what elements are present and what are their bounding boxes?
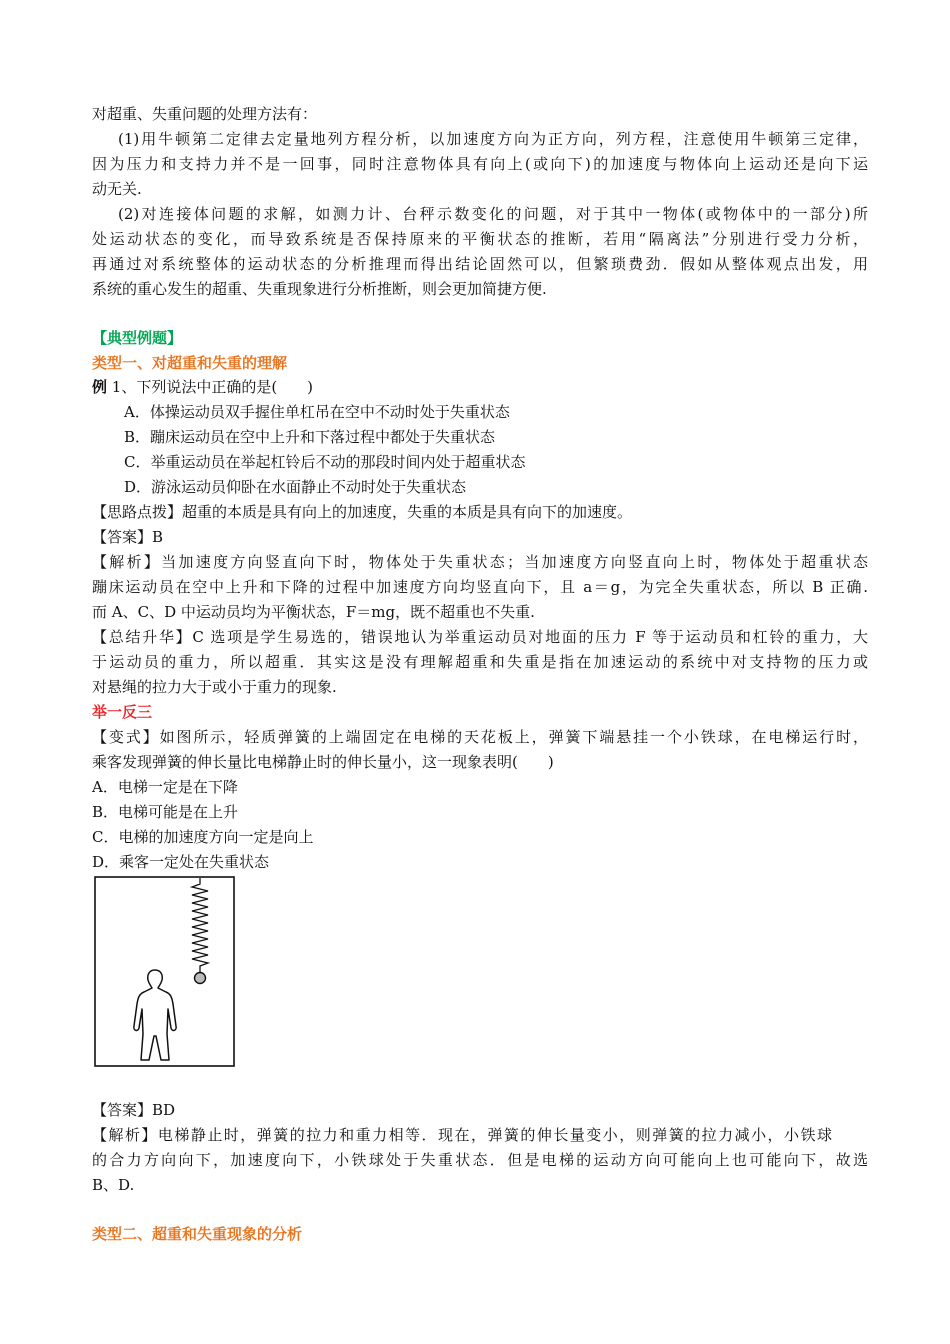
variant-analysis-line2: 的合力方向向下，加速度向下，小铁球处于失重状态．但是电梯的运动方向可能向上也可能向下，故选 [92, 1151, 868, 1169]
intro-p2-line4: 系统的重心发生的超重、失重现象进行分析推断，则会更加简捷方便. [92, 280, 547, 298]
spring-icon [192, 878, 208, 972]
example1-analysis-line2: 蹦床运动员在空中上升和下降的过程中加速度方向均竖直向下，且 a＝g，为完全失重状态，所以 B 正确. [92, 578, 868, 596]
intro-p2-line2: 处运动状态的变化，而导致系统是否保持原来的平衡状态的推断，若用“隔离法”分别进行受力分析， [92, 230, 868, 248]
iron-ball-icon [195, 973, 206, 984]
variant-option-b: B．电梯可能是在上升 [92, 803, 239, 821]
example1-option-a: A．体操运动员双手握住单杠吊在空中不动时处于失重状态 [124, 403, 510, 421]
variant-question-line2: 乘客发现弹簧的伸长量比电梯静止时的伸长量小，这一现象表明( ) [92, 753, 554, 771]
example1-option-d: D．游泳运动员仰卧在水面静止不动时处于失重状态 [124, 478, 467, 496]
intro-heading: 对超重、失重问题的处理方法有： [92, 105, 318, 123]
example1-summary-line2: 于运动员的重力，所以超重．其实这是没有理解超重和失重是指在加速运动的系统中对支持物的压力或 [92, 653, 868, 671]
intro-p1-line1: (1)用牛顿第二定律去定量地列方程分析，以加速度方向为正方向，列方程，注意使用牛顿第三定律， [118, 130, 868, 148]
example1-option-c: C．举重运动员在举起杠铃后不动的那段时间内处于超重状态 [124, 453, 526, 471]
example1-option-b: B．蹦床运动员在空中上升和下落过程中都处于失重状态 [124, 428, 496, 446]
example-question-text: 1、下列说法中正确的是( ) [107, 378, 314, 396]
section-title: 【典型例题】 [92, 329, 183, 347]
variant-answer: 【答案】BD [92, 1101, 176, 1119]
intro-p1-line2: 因为压力和支持力并不是一回事，同时注意物体具有向上(或向下)的加速度与物体向上运动还是向下运 [92, 155, 868, 173]
type2-heading: 类型二、超重和失重现象的分析 [92, 1225, 303, 1243]
example1-summary-line3: 对悬绳的拉力大于或小于重力的现象. [92, 678, 337, 696]
example1-summary-line1: 【总结升华】C 选项是学生易选的，错误地认为举重运动员对地面的压力 F 等于运动员和杠铃的重力，大 [92, 628, 868, 646]
example1-answer: 【答案】B [92, 528, 164, 546]
variant-analysis-line3: B、D. [92, 1176, 135, 1194]
type1-heading: 类型一、对超重和失重的理解 [92, 354, 288, 372]
elevator-spring-figure [94, 876, 235, 1067]
variant-option-d: D．乘客一定处在失重状态 [92, 853, 270, 871]
variant-option-a: A．电梯一定是在下降 [92, 778, 238, 796]
example-label: 例 [92, 378, 108, 396]
example1-analysis-line1: 【解析】当加速度方向竖直向下时，物体处于失重状态；当加速度方向竖直向上时，物体处于超重状态 [92, 553, 868, 571]
example1-analysis-line3: 而 A、C、D 中运动员均为平衡状态，F＝mg，既不超重也不失重. [92, 603, 535, 621]
intro-p2-line1: (2)对连接体问题的求解，如测力计、台秤示数变化的问题，对于其中一物体(或物体中的一部分)所 [118, 205, 868, 223]
variant-analysis-line1: 【解析】电梯静止时，弹簧的拉力和重力相等．现在，弹簧的伸长量变小，则弹簧的拉力减小，小铁球 [92, 1126, 832, 1144]
intro-p2-line3: 再通过对系统整体的运动状态的分析推理而得出结论固然可以，但繁琐费劲．假如从整体观点出发，用 [92, 255, 868, 273]
intro-p1-line3: 动无关. [92, 180, 142, 198]
variant-question-line1: 【变式】如图所示，轻质弹簧的上端固定在电梯的天花板上，弹簧下端悬挂一个小铁球，在电梯运行时， [92, 728, 868, 746]
variant-heading: 举一反三 [92, 703, 153, 721]
example1-question [92, 377, 313, 399]
passenger-icon [134, 970, 176, 1060]
example1-hint: 【思路点拨】超重的本质是具有向上的加速度，失重的本质是具有向下的加速度。 [92, 503, 633, 521]
variant-option-c: C．电梯的加速度方向一定是向上 [92, 828, 314, 846]
